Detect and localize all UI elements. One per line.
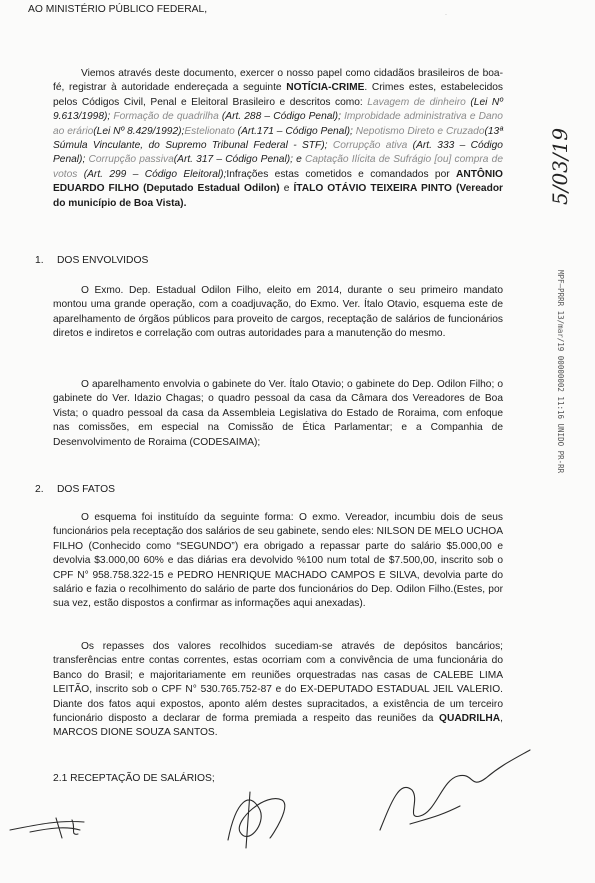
crime-3: Improbidade administrativa e Dano ao erário [53,111,503,137]
signatures [0,720,595,883]
section-2-number: 2. [35,484,44,495]
crime-8: Captação Ilícita de Sufrágio [ou] compra de votos [53,154,503,180]
section-1-title: DOS ENVOLVIDOS [57,255,149,266]
quadrilha-label: QUADRILHA [439,713,501,725]
signature-3 [380,750,530,830]
ref-2: (Art. 288 – Código Penal); [221,111,341,123]
section-1-number: 1. [35,255,44,266]
signature-2 [228,792,285,848]
ref-5: (13ª Súmula Vinculante, do Supremo Tribunal Federal - STF); [53,125,503,152]
section-2-paragraph-1 [53,511,503,612]
ref-6: (Art. 333 – Código Penal); [53,140,503,166]
accused-1: ANTÔNIO EDUARDO FILHO (Deputado Estadual Odilon) [53,168,503,195]
crime-4: Estelionato [184,125,235,137]
subsection-2-1-heading: 2.1 RECEPTAÇÃO DE SALÁRIOS; [53,773,215,784]
addressee-line: AO MINISTÉRIO PÚBLICO FEDERAL, [28,4,208,15]
intro-text-4: e [279,183,294,195]
handwritten-date: 5/03/19 [548,127,572,205]
ref-7: (Art. 317 – Código Penal); e [173,154,302,166]
top-mark: · [445,12,447,18]
accused-2: ÍTALO OTÁVIO TEIXEIRA PINTO (Vereador do município de Boa Vista). [53,183,504,209]
section-2-text-2a: Os repasses dos valores recolhidos sucediam-se através de depósitos bancários; transferências entre contas correntes, estas ocorriam com a convivência de uma funcionária do Banco do Brasil; e majoritariamente em reuniões orquestradas nas casas de CALEBE LIMA LEITÃO, inscrito sob o CPF N° 530.765.752-87 e do EX-DEPUTADO ESTADUAL JEIL VALERIO. Diante dos fatos aqui expostos, aponto além destes supracitados, a existência de um terceiro funcionário disposto a declarar de forma premiada a respeito das reuniões da [53,641,503,725]
crime-2: Formação de quadrilha [113,111,219,123]
section-1-heading [35,255,148,266]
ref-1: (Lei Nº 9.613/1998); [53,96,503,123]
intro-text-1: Viemos através deste documento, exercer o nosso papel como cidadãos brasileiros de boa-fé, registrar à autoridade endereçada a seguinte [53,68,503,94]
crime-7: Corrupção passiva [88,154,174,166]
section-1-text-2: O aparelhamento envolvia o gabinete do Ver. Ítalo Otavio; o gabinete do Dep. Odilon Filho; o gabinete do Ver. Idazio Chagas; o quadro pessoal da casa da Câmara dos Vereadores de Boa Vista; o quadro pessoal da casa da Assembleia Legislativa do Estado de Roraima, com enfoque nas comissões, em especial na Comissão de Ética Parlamentar; e a Companhia de Desenvolvimento de Roraima (CODESAIMA); [53,379,503,448]
ref-4: (Art.171 – Código Penal); [237,125,353,137]
crime-1: Lavagem de dinheiro [367,96,466,108]
section-1-paragraph-1 [53,284,503,342]
section-1-paragraph-2 [53,378,503,450]
section-2-text-1: O esquema foi instituído da seguinte forma: O exmo. Vereador, incumbiu dois de seus funcionários pela receptação dos salários de seu gabinete, sendo eles: NILSON DE MELO UCHOA FILHO (Conhecido como “SEGUNDO”) era obrigado a repassar parte do salário $5.000,00 e devolvia $3.000,00 60% e das diárias era devolvido %100 num total de $7.500,00, inscrito sob o CPF N° 958.758.322-15 e PEDRO HENRIQUE MACHADO CAMPOS E SILVA, devolvia parte do salário e fazia o recolhimento do salário de parte dos funcionários do Dep. Odilon Filho.(Estes, por sua vez, estão dispostos a confirmar as informações aqui anexadas). [53,512,503,610]
section-2-title: DOS FATOS [57,484,115,495]
protocol-stamp: MPF–PRRR 13/mar/19 00000002 11:16 UNIDO PR-RR [556,270,565,474]
crime-5: Nepotismo Direto e Cruzado [355,125,485,137]
intro-paragraph [53,67,503,211]
signature-1 [10,818,84,838]
crime-6: Corrupção ativa [332,140,408,152]
ref-3: (Lei Nº 8.429/1992); [93,125,185,137]
intro-text-3: Infrações estas cometidos e comandados por [226,168,456,180]
notice-crime-label: NOTÍCIA-CRIME [286,82,365,94]
section-2-text-2c: , MARCOS DIONE SOUZA SANTOS. [53,713,503,739]
intro-text-2: . Crimes estes, estabelecidos pelos Códigos Civil, Penal e Eleitoral Brasileiro e descritos como: [53,82,504,108]
section-2-heading [35,484,115,495]
section-1-text-1: O Exmo. Dep. Estadual Odilon Filho, eleito em 2014, durante o seu primeiro mandato montou uma grande operação, com a coadjuvação, do Exmo. Ver. Ítalo Otavio, esquema este de aparelhamento de órgãos públicos para proveito de cargos, receptação de salários de funcionários diretos e indiretos e correlação com outras autoridades para a manutenção do mesmo. [53,285,503,340]
ref-8: (Art. 299 – Código Eleitoral); [83,168,227,180]
